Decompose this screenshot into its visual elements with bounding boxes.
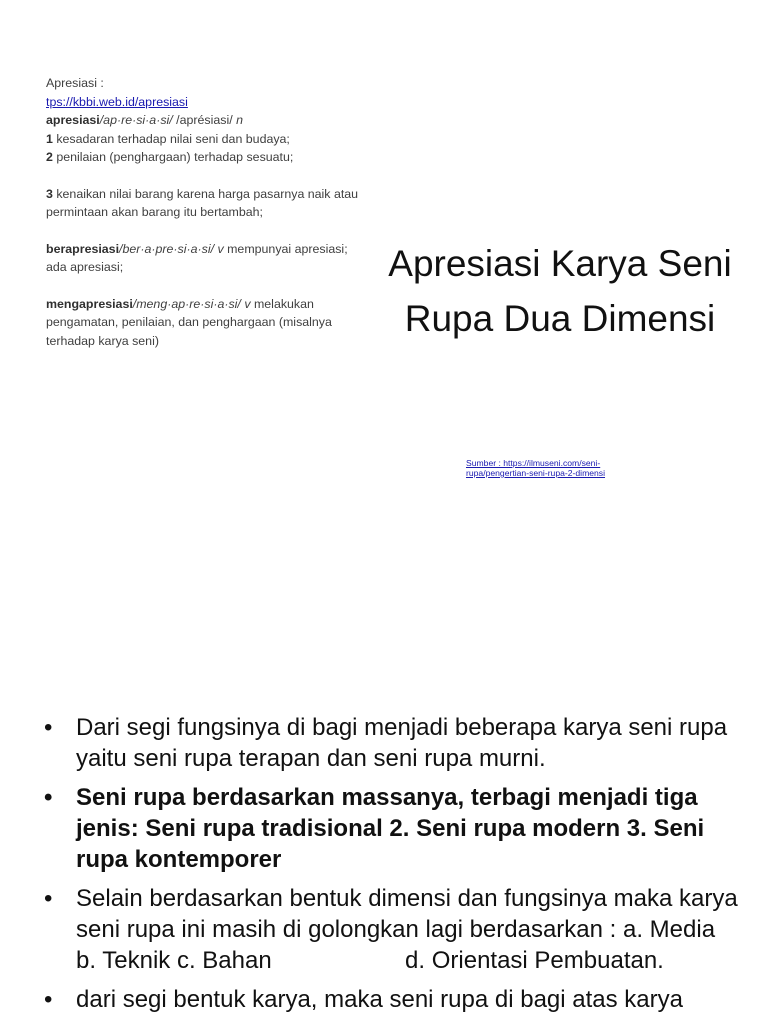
entry-line: apresiasi/ap·re·si·a·si/ /aprésiasi/ n (46, 113, 243, 127)
definition-3: 3 kenaikan nilai barang karena harga pasarnya naik atau permintaan akan barang itu bertambah; (46, 186, 359, 219)
notes-heading: Apresiasi : (46, 76, 104, 90)
bullet-list (40, 712, 745, 1023)
bullet-icon: • (44, 714, 53, 741)
derived-mengapresiasi: mengapresiasi/meng·ap·re·si·a·si/ v melakukan pengamatan, penilaian, dan penghargaan (misalnya terhadap karya seni) (46, 296, 332, 348)
bullet-item: • dari segi bentuk karya, maka seni rupa di bagi atas karya (44, 986, 683, 1013)
source-link[interactable]: Sumber : https://ilmuseni.com/seni-rupa/pengertian-seni-rupa-2-dimensi (466, 458, 606, 478)
bullet-icon: • (44, 885, 53, 912)
kbbi-link[interactable]: tps://kbbi.web.id/apresiasi (46, 94, 188, 109)
bullet-item: • Dari segi fungsinya di bagi menjadi beberapa karya seni rupa yaitu seni rupa terapan dan seni rupa murni. (44, 714, 728, 772)
bullet-item: • Seni rupa berdasarkan massanya, terbagi menjadi tiga jenis: Seni rupa tradisional 2. Seni rupa modern 3. Seni rupa kontemporer (44, 784, 705, 873)
definition-2: 2 penilaian (penghargaan) terhadap sesuatu; (46, 150, 294, 164)
kbbi-definition-notes (46, 74, 366, 350)
bullet-icon: • (44, 986, 53, 1013)
slide-title: Apresiasi Karya Seni Rupa Dua Dimensi (388, 243, 732, 339)
slide-2 (0, 690, 768, 1024)
definition-1: 1 kesadaran terhadap nilai seni dan budaya; (46, 131, 290, 146)
bullet-icon: • (44, 784, 53, 811)
bullet-item: • Selain berdasarkan bentuk dimensi dan fungsinya maka karya seni rupa ini masih di golongkan lagi berdasarkan : a. Media b. Teknik c. Bahan d. Orientasi Pembuatan. (44, 885, 745, 974)
derived-berapresiasi: berapresiasi/ber·a·pre·si·a·si/ v mempunyai apresiasi; ada apresiasi; (46, 241, 348, 274)
